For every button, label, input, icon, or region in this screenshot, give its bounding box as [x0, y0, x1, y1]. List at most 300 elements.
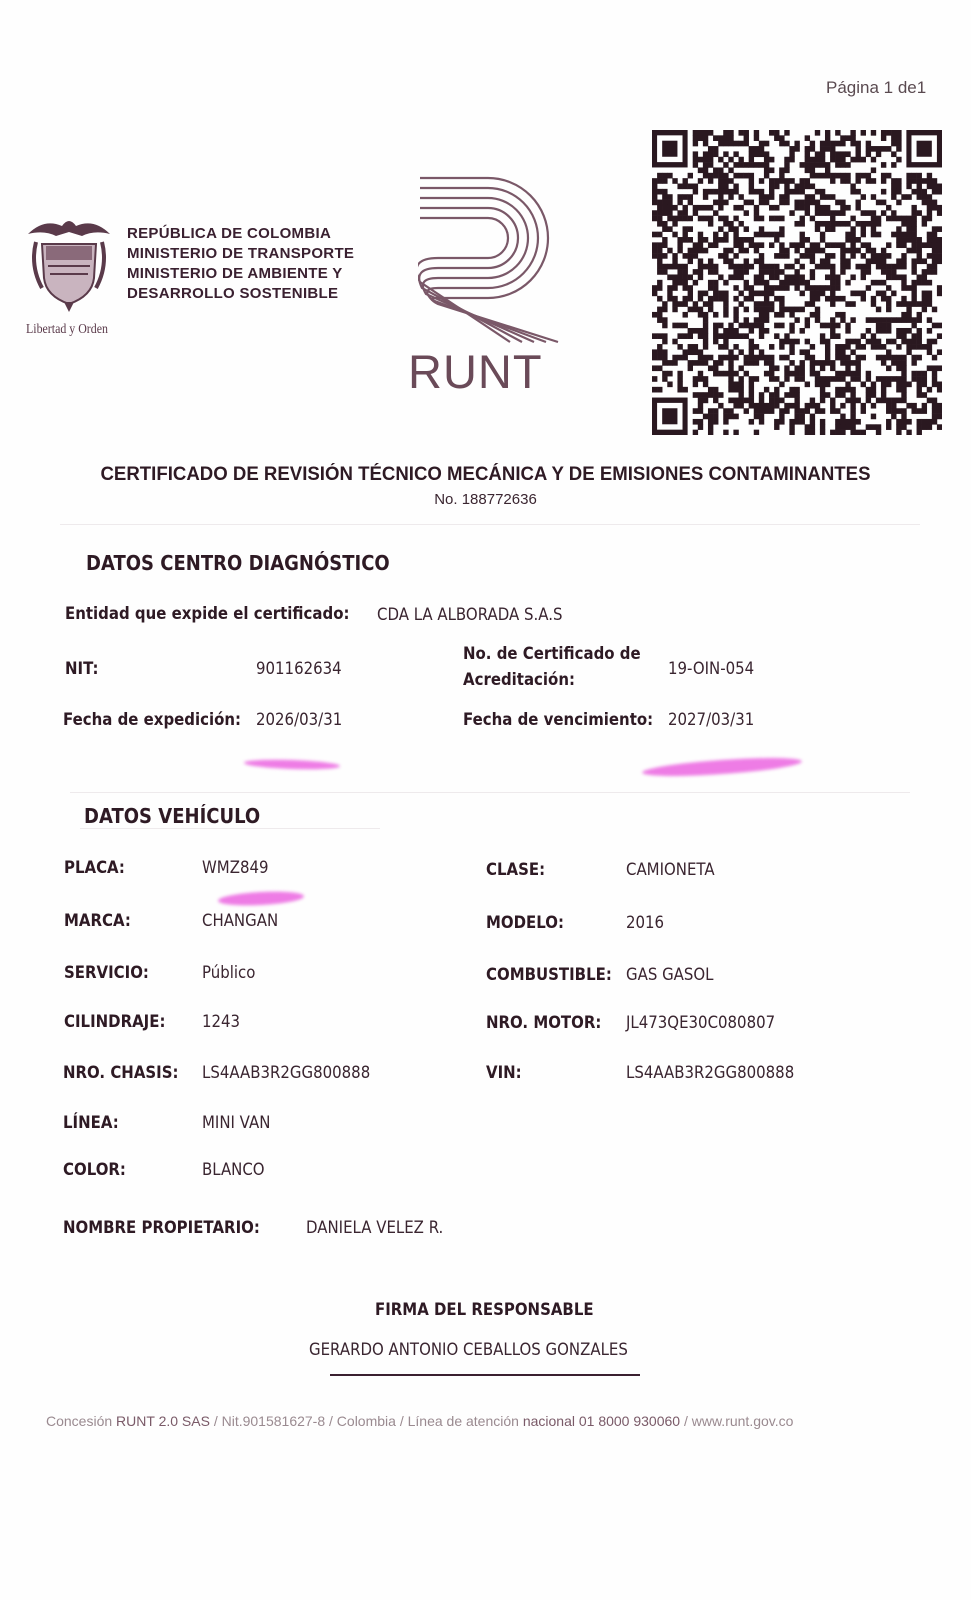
- qr-module: [744, 173, 749, 179]
- qr-module: [901, 408, 906, 414]
- qr-module: [861, 173, 866, 179]
- qr-module: [718, 296, 723, 302]
- qr-module: [698, 135, 703, 141]
- qr-module: [749, 360, 754, 366]
- qr-module: [662, 194, 667, 200]
- qr-module: [693, 210, 698, 216]
- qr-module: [769, 291, 774, 297]
- qr-module: [769, 264, 774, 270]
- qr-module: [728, 157, 733, 163]
- qr-module: [901, 253, 906, 259]
- qr-module: [871, 248, 876, 254]
- qr-module: [820, 424, 825, 430]
- qr-module: [733, 387, 738, 393]
- qr-module: [784, 189, 789, 195]
- qr-module: [825, 130, 830, 136]
- qr-module: [784, 365, 789, 371]
- qr-module: [728, 258, 733, 264]
- qr-module: [764, 200, 769, 206]
- qr-module: [886, 376, 891, 382]
- qr-module: [927, 264, 932, 270]
- vehicle-value-servicio: Público: [202, 963, 256, 983]
- qr-module: [871, 381, 876, 387]
- qr-module: [901, 339, 906, 345]
- qr-module: [754, 430, 759, 435]
- qr-module: [820, 248, 825, 254]
- qr-module: [830, 333, 835, 339]
- qr-module: [789, 274, 794, 280]
- qr-module: [672, 323, 677, 329]
- qr-module: [840, 141, 845, 147]
- qr-module: [703, 317, 708, 323]
- qr-module: [764, 408, 769, 414]
- qr-module: [820, 360, 825, 366]
- qr-module: [657, 200, 662, 206]
- qr-module: [850, 157, 855, 163]
- qr-module: [683, 237, 688, 243]
- qr-module: [866, 258, 871, 264]
- qr-module: [896, 387, 901, 393]
- qr-module: [805, 205, 810, 211]
- qr-module: [917, 301, 922, 307]
- qr-module: [693, 157, 698, 163]
- qr-module: [886, 146, 891, 152]
- qr-module: [886, 242, 891, 248]
- qr-module: [667, 200, 672, 206]
- qr-module: [764, 269, 769, 275]
- qr-module: [744, 210, 749, 216]
- qr-module: [917, 258, 922, 264]
- qr-module: [769, 285, 774, 291]
- qr-module: [672, 232, 677, 238]
- qr-module: [708, 205, 713, 211]
- qr-module: [886, 398, 891, 404]
- qr-module: [840, 205, 845, 211]
- qr-module: [856, 178, 861, 184]
- qr-module: [840, 221, 845, 227]
- qr-module: [713, 200, 718, 206]
- qr-module: [789, 210, 794, 216]
- qr-module: [830, 151, 835, 157]
- qr-module: [906, 178, 911, 184]
- qr-module: [683, 323, 688, 329]
- qr-module: [703, 135, 708, 141]
- qr-module: [866, 387, 871, 393]
- qr-module: [713, 189, 718, 195]
- qr-module: [810, 258, 815, 264]
- qr-module: [800, 264, 805, 270]
- qr-module: [652, 291, 657, 297]
- qr-module: [805, 408, 810, 414]
- qr-module: [769, 301, 774, 307]
- qr-module: [713, 398, 718, 404]
- qr-module: [779, 301, 784, 307]
- qr-module: [698, 291, 703, 297]
- gov-line: REPÚBLICA DE COLOMBIA: [127, 225, 332, 242]
- qr-module: [937, 424, 942, 430]
- qr-module: [856, 376, 861, 382]
- qr-module: [917, 392, 922, 398]
- qr-module: [789, 264, 794, 270]
- qr-module: [891, 189, 896, 195]
- qr-module: [805, 194, 810, 200]
- qr-module: [820, 381, 825, 387]
- qr-code-icon[interactable]: [652, 130, 942, 435]
- qr-module: [871, 232, 876, 238]
- qr-module: [820, 339, 825, 345]
- qr-module: [830, 296, 835, 302]
- qr-module: [723, 430, 728, 435]
- qr-module: [672, 221, 677, 227]
- qr-module: [825, 349, 830, 355]
- qr-module: [871, 344, 876, 350]
- qr-module: [810, 167, 815, 173]
- vehicle-label: VIN:: [486, 1063, 522, 1083]
- footer-text: / Nit.901581627-8 / Colombia / Línea de atención: [209, 1413, 523, 1429]
- qr-module: [779, 307, 784, 313]
- qr-module: [866, 178, 871, 184]
- qr-module: [845, 173, 850, 179]
- qr-module: [805, 248, 810, 254]
- qr-module: [896, 146, 901, 152]
- qr-module: [901, 242, 906, 248]
- qr-module: [932, 226, 937, 232]
- qr-module: [896, 232, 901, 238]
- accreditation-value: 19-OIN-054: [668, 659, 755, 679]
- qr-module: [723, 258, 728, 264]
- qr-module: [805, 339, 810, 345]
- page-indicator: Página 1 de1: [826, 78, 927, 97]
- qr-module: [896, 398, 901, 404]
- qr-module: [657, 242, 662, 248]
- qr-module: [911, 344, 916, 350]
- qr-module: [922, 376, 927, 382]
- qr-module: [708, 146, 713, 152]
- qr-module: [917, 184, 922, 190]
- qr-module: [688, 248, 693, 254]
- qr-module: [896, 408, 901, 414]
- qr-module: [850, 398, 855, 404]
- qr-module: [774, 178, 779, 184]
- qr-module: [784, 355, 789, 361]
- qr-module: [861, 344, 866, 350]
- qr-module: [672, 178, 677, 184]
- qr-module: [754, 280, 759, 286]
- qr-module: [708, 178, 713, 184]
- divider: [60, 524, 920, 525]
- qr-module: [856, 173, 861, 179]
- qr-module: [835, 419, 840, 425]
- section-title-vehicle: DATOS VEHÍCULO: [84, 804, 261, 828]
- qr-module: [769, 403, 774, 409]
- qr-module: [774, 419, 779, 425]
- qr-module: [891, 317, 896, 323]
- qr-module: [901, 194, 906, 200]
- qr-module: [850, 349, 855, 355]
- qr-module: [764, 355, 769, 361]
- qr-module: [810, 291, 815, 297]
- qr-module: [922, 189, 927, 195]
- qr-module: [820, 333, 825, 339]
- colombia-coat-of-arms-icon: [24, 216, 114, 312]
- qr-module: [881, 360, 886, 366]
- qr-module: [871, 253, 876, 259]
- qr-module: [886, 419, 891, 425]
- qr-module: [845, 205, 850, 211]
- qr-module: [845, 355, 850, 361]
- qr-module: [769, 398, 774, 404]
- qr-module: [794, 285, 799, 291]
- qr-module: [840, 173, 845, 179]
- qr-module: [896, 365, 901, 371]
- qr-module: [856, 200, 861, 206]
- qr-module: [774, 264, 779, 270]
- qr-module: [825, 323, 830, 329]
- vehicle-label: PLACA:: [64, 858, 125, 878]
- qr-module: [759, 291, 764, 297]
- qr-module: [805, 430, 810, 435]
- qr-module: [698, 157, 703, 163]
- qr-module: [698, 360, 703, 366]
- qr-module: [856, 141, 861, 147]
- qr-module: [723, 339, 728, 345]
- qr-module: [789, 146, 794, 152]
- qr-module: [713, 146, 718, 152]
- qr-module: [896, 333, 901, 339]
- qr-module: [911, 221, 916, 227]
- qr-module: [657, 387, 662, 393]
- qr-module: [835, 408, 840, 414]
- qr-module: [759, 408, 764, 414]
- qr-module: [881, 328, 886, 334]
- qr-module: [856, 264, 861, 270]
- qr-module: [667, 226, 672, 232]
- qr-module: [850, 141, 855, 147]
- qr-module: [652, 333, 657, 339]
- qr-module: [759, 419, 764, 425]
- qr-module: [932, 269, 937, 275]
- qr-module: [667, 360, 672, 366]
- qr-module: [922, 307, 927, 313]
- qr-module: [911, 280, 916, 286]
- qr-module: [759, 307, 764, 313]
- qr-module: [667, 264, 672, 270]
- qr-module: [774, 323, 779, 329]
- qr-module: [861, 242, 866, 248]
- qr-module: [810, 312, 815, 318]
- qr-module: [784, 253, 789, 259]
- qr-module: [683, 333, 688, 339]
- qr-module: [820, 291, 825, 297]
- qr-module: [713, 280, 718, 286]
- vehicle-value-cilindraje: 1243: [202, 1012, 241, 1032]
- qr-module: [723, 312, 728, 318]
- qr-module: [688, 173, 693, 179]
- qr-module: [932, 365, 937, 371]
- qr-module: [861, 403, 866, 409]
- qr-module: [662, 307, 667, 313]
- qr-module: [713, 408, 718, 414]
- qr-module: [677, 184, 682, 190]
- qr-module: [769, 360, 774, 366]
- qr-module: [733, 237, 738, 243]
- qr-module: [876, 307, 881, 313]
- qr-module: [891, 360, 896, 366]
- qr-module: [906, 301, 911, 307]
- qr-module: [718, 360, 723, 366]
- qr-module: [856, 221, 861, 227]
- qr-module: [886, 323, 891, 329]
- qr-module: [693, 253, 698, 259]
- qr-module: [683, 216, 688, 222]
- qr-module: [845, 328, 850, 334]
- qr-module: [800, 371, 805, 377]
- qr-module: [896, 189, 901, 195]
- qr-module: [876, 317, 881, 323]
- qr-module: [698, 307, 703, 313]
- qr-module: [850, 274, 855, 280]
- qr-module: [866, 242, 871, 248]
- qr-module: [779, 253, 784, 259]
- qr-module: [810, 146, 815, 152]
- qr-module: [677, 248, 682, 254]
- qr-module: [917, 339, 922, 345]
- qr-module: [703, 344, 708, 350]
- qr-module: [881, 258, 886, 264]
- qr-module: [784, 194, 789, 200]
- qr-module: [825, 355, 830, 361]
- qr-module: [815, 296, 820, 302]
- qr-module: [718, 253, 723, 259]
- qr-module: [708, 408, 713, 414]
- qr-module: [779, 355, 784, 361]
- qr-module: [744, 248, 749, 254]
- qr-module: [759, 151, 764, 157]
- qr-module: [652, 232, 657, 238]
- qr-module: [749, 178, 754, 184]
- qr-module: [784, 162, 789, 168]
- qr-module: [723, 355, 728, 361]
- qr-module: [683, 253, 688, 259]
- qr-module: [911, 376, 916, 382]
- qr-module: [917, 328, 922, 334]
- qr-module: [876, 232, 881, 238]
- qr-module: [911, 408, 916, 414]
- qr-module: [693, 381, 698, 387]
- vehicle-value-color: BLANCO: [202, 1160, 265, 1180]
- signature-line: [330, 1374, 640, 1376]
- highlighter-mark: [218, 890, 305, 907]
- vehicle-label: NRO. MOTOR:: [486, 1013, 602, 1033]
- qr-module: [779, 344, 784, 350]
- qr-module: [881, 344, 886, 350]
- qr-module: [850, 371, 855, 377]
- qr-module: [774, 274, 779, 280]
- qr-module: [672, 360, 677, 366]
- qr-module: [871, 387, 876, 393]
- qr-module: [800, 242, 805, 248]
- qr-module: [657, 205, 662, 211]
- qr-module: [667, 173, 672, 179]
- qr-module: [840, 162, 845, 168]
- qr-module: [800, 280, 805, 286]
- qr-module: [698, 419, 703, 425]
- qr-module: [677, 301, 682, 307]
- divider: [70, 792, 910, 793]
- issuer-label: Entidad que expide el certificado:: [65, 604, 350, 624]
- qr-module: [840, 253, 845, 259]
- qr-module: [917, 178, 922, 184]
- qr-module: [845, 232, 850, 238]
- qr-module: [738, 237, 743, 243]
- qr-module: [718, 189, 723, 195]
- qr-module: [749, 349, 754, 355]
- qr-module: [733, 344, 738, 350]
- qr-module: [749, 264, 754, 270]
- qr-module: [815, 376, 820, 382]
- qr-module: [769, 194, 774, 200]
- qr-module: [825, 253, 830, 259]
- qr-module: [794, 146, 799, 152]
- qr-module: [688, 200, 693, 206]
- qr-module: [896, 178, 901, 184]
- qr-module: [794, 221, 799, 227]
- qr-module: [667, 371, 672, 377]
- qr-module: [794, 403, 799, 409]
- qr-module: [850, 408, 855, 414]
- qr-module: [698, 333, 703, 339]
- footer-url[interactable]: / www.runt.gov.co: [680, 1413, 794, 1429]
- qr-module: [774, 237, 779, 243]
- qr-module: [917, 248, 922, 254]
- qr-module: [906, 232, 911, 238]
- qr-module: [810, 194, 815, 200]
- qr-module: [749, 173, 754, 179]
- qr-module: [672, 216, 677, 222]
- qr-module: [657, 296, 662, 302]
- qr-module: [662, 205, 667, 211]
- qr-module: [718, 141, 723, 147]
- qr-module: [896, 301, 901, 307]
- qr-module: [662, 349, 667, 355]
- qr-module: [906, 285, 911, 291]
- qr-module: [657, 189, 662, 195]
- qr-module: [728, 194, 733, 200]
- qr-module: [764, 301, 769, 307]
- qr-module: [891, 291, 896, 297]
- qr-module: [774, 424, 779, 430]
- qr-module: [850, 317, 855, 323]
- qr-module: [698, 232, 703, 238]
- qr-module: [901, 398, 906, 404]
- qr-module: [800, 189, 805, 195]
- qr-module: [794, 280, 799, 286]
- qr-module: [866, 146, 871, 152]
- qr-module: [698, 398, 703, 404]
- qr-module: [703, 157, 708, 163]
- qr-module: [759, 141, 764, 147]
- qr-module: [881, 135, 886, 141]
- qr-module: [845, 323, 850, 329]
- qr-module: [881, 280, 886, 286]
- qr-module: [754, 274, 759, 280]
- qr-module: [856, 237, 861, 243]
- qr-module: [871, 414, 876, 420]
- qr-module: [922, 280, 927, 286]
- qr-module: [891, 232, 896, 238]
- qr-module: [820, 365, 825, 371]
- qr-module: [688, 307, 693, 313]
